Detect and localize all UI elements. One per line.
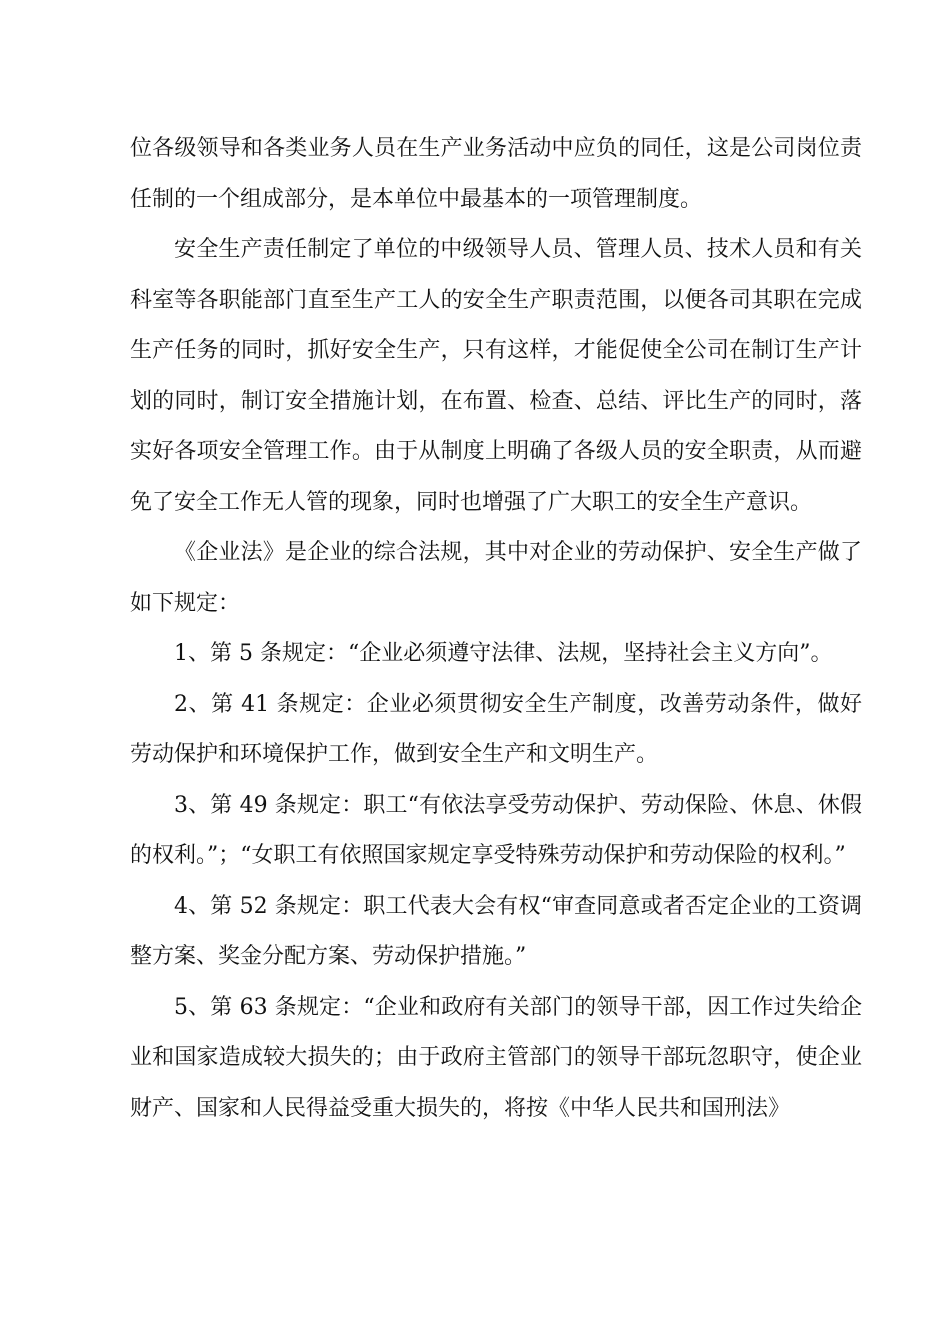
document-body bbox=[130, 124, 862, 1134]
list-item-article-5: 1、第 5 条规定：“企业必须遵守法律、法规，坚持社会主义方向”。 bbox=[174, 641, 833, 666]
paragraph-responsibility-system: 安全生产责任制定了单位的中级领导人员、管理人员、技术人员和有关科室等各职能部门直至生产工人的安全生产职责范围，以便各司其职在完成生产任务的同时，抓好安全生产，只有这样，才能促使全公司在制订生产计划的同时，制订安全措施计划，在布置、检查、总结、评比生产的同时，落实好各项安全管理工作。由于从制度上明确了各级人员的安全职责，从而避免了安全工作无人管的现象，同时也增强了广大职工的安全生产意识。 bbox=[130, 237, 862, 515]
list-item-article-49: 3、第 49 条规定：职工“有依法享受劳动保护、劳动保险、休息、休假的权利。”；“女职工有依照国家规定享受特殊劳动保护和劳动保险的权利。” bbox=[130, 792, 862, 868]
paragraph-continuation: 位各级领导和各类业务人员在生产业务活动中应负的同任，这是公司岗位责任制的一个组成部分，是本单位中最基本的一项管理制度。 bbox=[130, 136, 862, 212]
paragraph-enterprise-law: 《企业法》是企业的综合法规，其中对企业的劳动保护、安全生产做了如下规定： bbox=[130, 540, 862, 616]
list-item-article-52: 4、第 52 条规定：职工代表大会有权“审查同意或者否定企业的工资调整方案、奖金分配方案、劳动保护措施。” bbox=[130, 893, 862, 969]
list-item-article-63: 5、第 63 条规定：“企业和政府有关部门的领导干部，因工作过失给企业和国家造成较大损失的；由于政府主管部门的领导干部玩忽职守，使企业财产、国家和人民得益受重大损失的，将按《中华人民共和国刑法》 bbox=[130, 994, 862, 1121]
list-item-article-41: 2、第 41 条规定：企业必须贯彻安全生产制度，改善劳动条件，做好劳动保护和环境保护工作，做到安全生产和文明生产。 bbox=[130, 691, 862, 767]
